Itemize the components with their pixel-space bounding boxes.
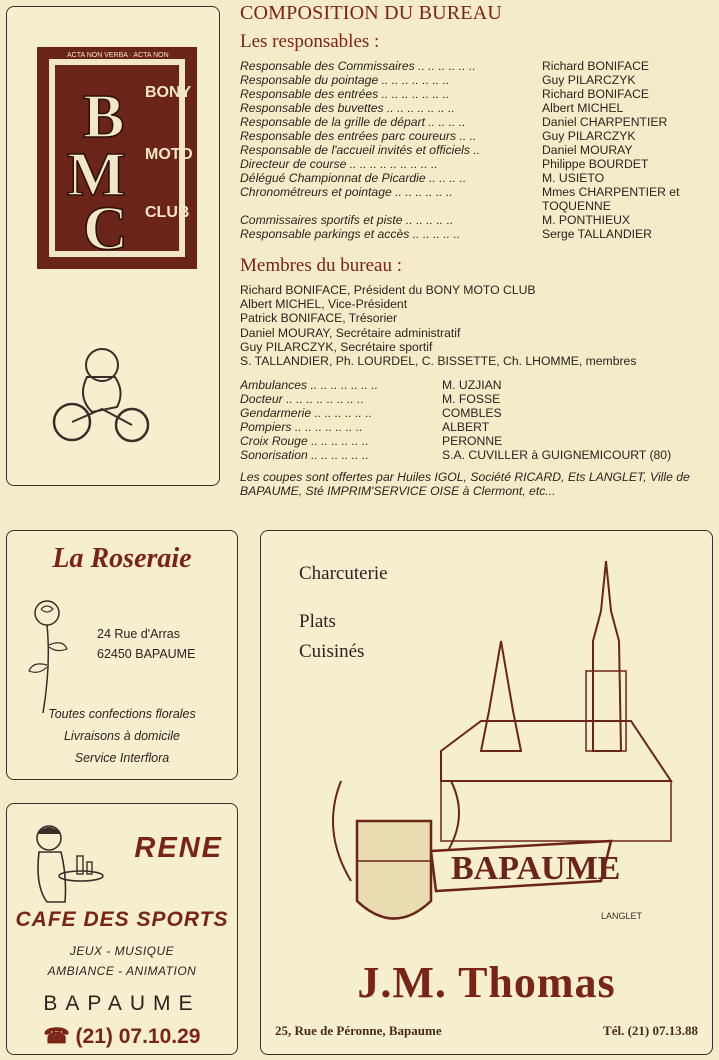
roseraie-title: La Roseraie [52,543,192,574]
member-line: Daniel MOURAY, Secrétaire administratif [240,325,461,340]
role-dots: .. .. .. .. [425,171,467,185]
role-label-group [240,143,542,157]
role-person-name: Guy PILARCZYK [542,73,636,87]
role-row [240,157,719,171]
role-person-name: Guy PILARCZYK [542,129,636,143]
services-list [240,378,719,462]
role-person-name: Serge TALLANDIER [542,227,652,241]
logo-letter-c: C [83,195,128,263]
role-dots: .. .. [456,129,477,143]
role-label: Responsable parkings et accès [240,227,410,241]
committee-section [240,0,719,498]
thomas-line-cuisines: Cuisinés [299,641,365,662]
thomas-shop-name: J.M. Thomas [357,958,616,1007]
bapaume-town-hall-illustration [301,551,701,951]
role-label: Responsable des entrées [240,87,379,101]
member-line: Patrick BONIFACE, Trésorier [240,311,398,326]
cafe-phone [7,1024,237,1049]
role-label: Responsable de la grille de départ [240,115,425,129]
role-label-group [240,448,442,462]
role-label: Responsable des entrées parc coureurs [240,129,457,143]
role-label: Commissaires sportifs et piste [240,213,403,227]
responsables-list [240,59,719,241]
role-dots: .. .. .. .. .. .. [391,185,453,199]
role-label: Responsable des Commissaires [240,59,415,73]
role-label: Pompiers [240,420,292,435]
role-dots: .. .. .. .. .. .. .. .. [282,392,364,407]
role-row [240,392,719,406]
logo-letter-b: B [83,83,125,151]
roseraie-address-street: 24 Rue d'Arras [97,627,180,641]
role-label-group [240,129,542,143]
role-label-group [240,213,542,227]
roseraie-line-1: Toutes confections florales [48,707,196,721]
role-dots: .. .. .. .. .. .. [414,59,476,73]
role-dots: .. [469,143,481,157]
roseraie-line-2: Livraisons à domicile [63,729,181,743]
role-person-name: COMBLES [442,406,502,421]
role-label: Sonorisation [240,448,308,463]
role-label: Ambulances [240,378,308,393]
role-person-name: Richard BONIFACE [542,59,650,73]
role-label-group [240,87,542,101]
responsables-title: Les responsables : [240,31,380,52]
member-line: S. TALLANDIER, Ph. LOURDEL, C. BISSETTE, Ch. LHOMME, membres [240,354,637,369]
cafe-line-2: AMBIANCE - ANIMATION [47,964,197,978]
cups-note: Les coupes sont offertes par Huiles IGOL, Société RICARD, Ets LANGLET, Ville de BAPAUME, Sté IMPRIM'SERVICE OISE à Clermont, etc... [240,470,690,499]
cafe-city: BAPAUME [43,992,201,1015]
composition-title: COMPOSITION DU BUREAU [240,2,502,24]
role-dots: .. .. .. .. .. .. .. [378,73,450,87]
member-line: Albert MICHEL, Vice-Président [240,297,408,312]
cafe-des-sports-ad [6,803,238,1055]
role-dots: .. .. .. .. .. [409,227,461,241]
role-row [240,448,719,462]
role-label-group [240,392,442,406]
thomas-line-plats: Plats [299,611,336,632]
role-label-group [240,185,542,213]
logo-motto: ACTA NON VERBA · ACTA NON [67,52,169,59]
role-row [240,115,719,129]
role-label-group [240,73,542,87]
cafe-line-1: JEUX - MUSIQUE [69,944,175,958]
role-label: Gendarmerie [240,406,312,421]
role-label-group [240,171,542,185]
bmc-logo-panel [6,6,220,486]
role-person-name: M. USIETO [542,171,605,185]
role-label: Responsable des buvettes [240,101,384,115]
role-label-group [240,378,442,392]
role-person-name: S.A. CUVILLER à GUIGNEMICOURT (80) [442,448,672,463]
role-person-name: M. UZJIAN [442,378,502,393]
roseraie-line-3: Service Interflora [74,751,170,765]
bony-moto-club-logo [37,47,197,269]
role-person-name: Daniel MOURAY [542,143,633,157]
role-row [240,406,719,420]
role-label-group [240,227,542,241]
role-dots: .. .. .. .. .. .. .. [307,378,379,393]
rose-icon [25,595,75,715]
roseraie-ad [6,530,238,780]
role-row [240,213,719,227]
role-dots: .. .. .. .. .. .. .. .. .. [346,157,438,171]
role-person-name: PERONNE [442,434,503,449]
role-dots: .. .. .. .. .. .. [307,448,369,463]
cafe-name: CAFE DES SPORTS [15,908,229,931]
role-row [240,378,719,392]
role-label: Chronométreurs et pointage [240,185,392,199]
banner-bapaume-text: BAPAUME [451,850,621,887]
role-person-name: M. FOSSE [442,392,501,407]
role-person-name: Mmes CHARPENTIER et TOQUENNE [542,185,680,213]
membres-list [240,283,719,368]
role-row [240,185,719,213]
role-row [240,171,719,185]
role-dots: .. .. .. .. [424,115,466,129]
thomas-address: 25, Rue de Péronne, Bapaume [275,1023,442,1038]
role-person-name: M. PONTHIEUX [542,213,631,227]
membres-title: Membres du bureau : [240,255,402,276]
role-label-group [240,434,442,448]
role-label: Docteur [240,392,283,407]
role-row [240,59,719,73]
role-label-group [240,59,542,73]
thomas-charcuterie-ad [260,530,713,1055]
role-label: Responsable du pointage [240,73,379,87]
member-line: Richard BONIFACE, Président du BONY MOTO CLUB [240,283,536,297]
role-label: Croix Rouge [240,434,308,449]
telephone-icon: ☎ [43,1025,76,1048]
role-dots: .. .. .. .. .. .. [307,434,369,449]
cafe-owner-name: RENE [134,832,223,864]
logo-word-bony: BONY [145,84,192,101]
role-person-name: Richard BONIFACE [542,87,650,101]
role-person-name: Albert MICHEL [542,101,624,115]
role-label: Directeur de course [240,157,347,171]
roseraie-address-city: 62450 BAPAUME [97,647,196,661]
role-dots: .. .. .. .. .. .. .. [378,87,450,101]
role-row [240,420,719,434]
thomas-line-charcuterie: Charcuterie [299,563,388,584]
role-dots: .. .. .. .. .. .. .. [291,420,363,435]
role-row [240,101,719,115]
role-person-name: Philippe BOURDET [542,157,649,171]
role-label-group [240,157,542,171]
role-label-group [240,406,442,420]
logo-letter-m: M [67,141,126,209]
role-row [240,73,719,87]
logo-word-club: CLUB [145,204,190,221]
role-person-name: Daniel CHARPENTIER [542,115,668,129]
role-row [240,434,719,448]
role-dots: .. .. .. .. .. .. .. [383,101,455,115]
role-label-group [240,420,442,434]
role-label-group [240,101,542,115]
role-label: Délégué Championnat de Picardie [240,171,426,185]
role-label-group [240,115,542,129]
cafe-phone-number: (21) 07.10.29 [75,1025,201,1048]
role-person-name: ALBERT [442,420,490,435]
role-dots: .. .. .. .. .. [402,213,454,227]
role-row [240,129,719,143]
role-row [240,143,719,157]
role-dots: .. .. .. .. .. .. [311,406,373,421]
motocross-rider-icon [47,337,157,447]
role-label: Responsable de l'accueil invités et officiels [240,143,470,157]
artist-signature: LANGLET [601,911,643,921]
role-row [240,87,719,101]
thomas-phone: Tél. (21) 07.13.88 [603,1023,698,1038]
waiter-icon [21,816,111,906]
role-row [240,227,719,241]
logo-word-moto: MOTO [145,146,193,163]
member-line: Guy PILARCZYK, Secrétaire sportif [240,339,433,354]
